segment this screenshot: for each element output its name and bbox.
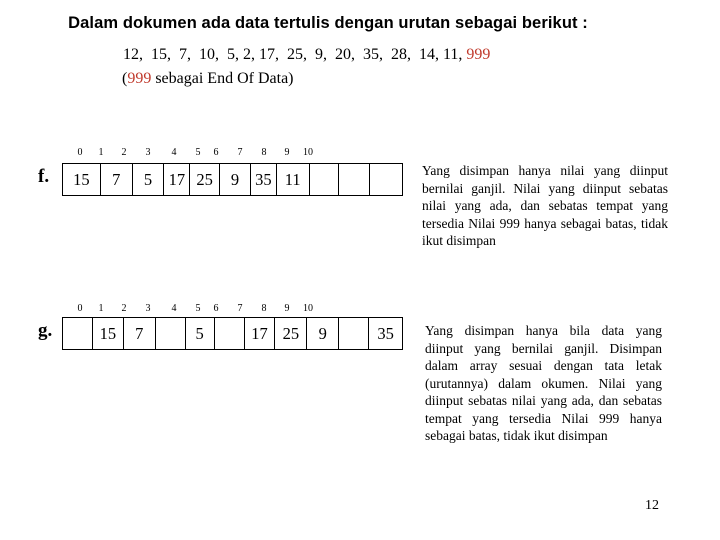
section-g-cell: 5 <box>186 318 215 349</box>
section-f-index: 5 <box>195 147 201 158</box>
section-g-cell: 35 <box>377 323 394 343</box>
section-g-index: 2 <box>121 303 127 314</box>
note-text: sebagai End Of Data) <box>151 70 294 87</box>
section-f-cell <box>339 164 370 195</box>
section-g-label: g. <box>38 320 53 341</box>
section-g-index: 3 <box>145 303 151 314</box>
section-g-cell: 9 <box>307 318 339 349</box>
section-f-cell <box>370 164 402 195</box>
section-g-cell: 15 <box>93 318 124 349</box>
sequence-end-marker: 999 <box>466 46 491 63</box>
page-number: 12 <box>645 498 659 513</box>
section-f-cell: 35 <box>251 164 277 195</box>
section-f-cell: 11 <box>277 164 310 195</box>
section-g-index: 5 <box>195 303 201 314</box>
section-g-cell <box>63 318 93 349</box>
section-g-index: 7 <box>237 303 243 314</box>
section-g-cell: 25 <box>275 318 307 349</box>
section-g-array <box>62 317 403 350</box>
section-f-index: 9 <box>284 147 290 158</box>
data-sequence <box>123 46 490 64</box>
section-g-description: Yang disimpan hanya bila data yang diinput yang bernilai ganjil. Disimpan dalam array sesuai dengan tata letak (urutannya) dalam okumen. Nilai yang diinput sebatas nilai yang ada, dan sebatas tempat yang tersedia Nilai 999 hanya sebagai batas, tidak ikut disimpan <box>425 323 662 443</box>
section-g-cell: 7 <box>124 318 156 349</box>
section-f-index: 6 <box>213 147 219 158</box>
end-of-data-note <box>122 70 294 88</box>
section-g-cell <box>156 318 186 349</box>
section-g-index: 6 <box>213 303 219 314</box>
section-g-cell <box>339 318 369 349</box>
section-f-cell: 17 <box>164 164 190 195</box>
section-g-cell: 17 <box>245 318 276 349</box>
section-f-cell: 9 <box>220 164 251 195</box>
note-red-value: 999 <box>127 70 152 87</box>
section-f-array <box>62 163 403 196</box>
section-f-index: 7 <box>237 147 243 158</box>
section-g-index: 0 <box>77 303 83 314</box>
section-g-index: 9 <box>284 303 290 314</box>
section-g-index: 1 <box>98 303 104 314</box>
section-f-index: 2 <box>121 147 127 158</box>
note-open-paren: ( <box>122 70 128 87</box>
sequence-values: 12, 15, 7, 10, 5, 2, 17, 25, 9, 20, 35, 28, 14, 11, <box>123 46 467 63</box>
section-f-cell: 5 <box>133 164 165 195</box>
section-g-index: 10 <box>303 303 313 314</box>
section-f-index: 1 <box>98 147 104 158</box>
section-f-label: f. <box>38 166 50 187</box>
section-f-index: 4 <box>171 147 177 158</box>
section-f-index: 8 <box>261 147 267 158</box>
section-f-cell: 25 <box>190 164 220 195</box>
section-g-cell <box>215 318 245 349</box>
section-f-index: 10 <box>303 147 313 158</box>
section-f-index: 3 <box>145 147 151 158</box>
section-f-cell: 15 <box>63 164 101 195</box>
section-f-cell: 7 <box>101 164 133 195</box>
section-g-index: 4 <box>171 303 177 314</box>
section-f-index: 0 <box>77 147 83 158</box>
section-f-description: Yang disimpan hanya nilai yang diinput bernilai ganjil. Nilai yang diinput sebatas nilai yang ada, dan sebatas tempat yang tersedia Nilai 999 hanya sebagai batas, tidak ikut disimpan <box>422 163 668 248</box>
section-f-cell <box>310 164 340 195</box>
page-title: Dalam dokumen ada data tertulis dengan urutan sebagai berikut : <box>68 14 588 32</box>
section-g-index: 8 <box>261 303 267 314</box>
